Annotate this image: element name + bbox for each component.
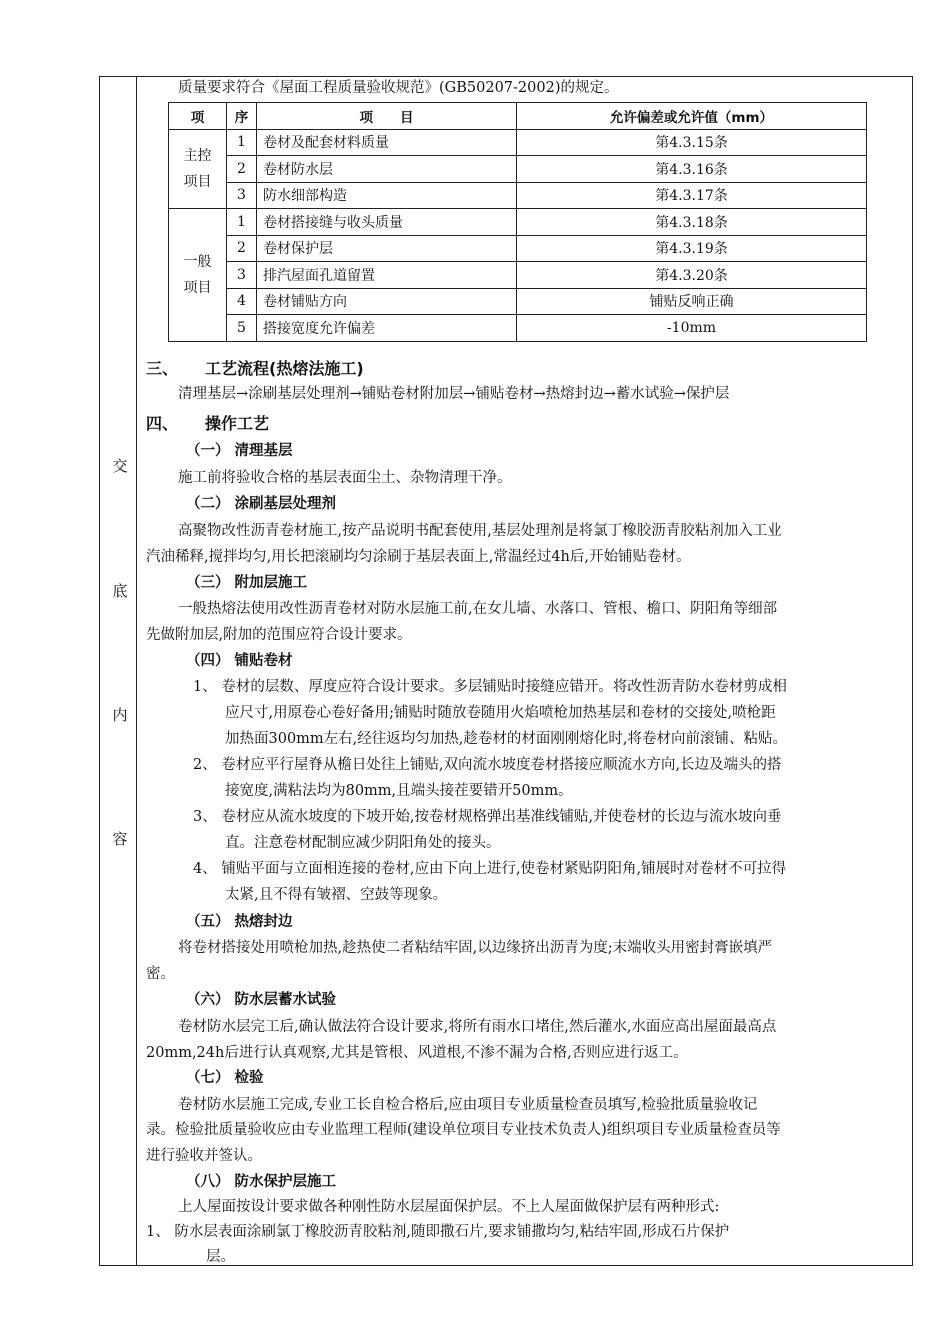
paragraph-line: 太紧,且不得有皱褶、空鼓等现象。 (225, 887, 448, 903)
paragraph-line: 卷材防水层完工后,确认做法符合设计要求,将所有雨水口堵住,然后灌水,水面应高出屋面最高点 (178, 1019, 777, 1035)
paragraph-line: 上人屋面按设计要求做各种刚性防水层屋面保护层。不上人屋面做保护层有两种形式: (178, 1199, 720, 1215)
table-row (169, 156, 867, 183)
group-label-line: 项目 (183, 173, 212, 190)
section-4-number: 四、 (146, 414, 179, 433)
paragraph-line: 4、 铺贴平面与立面相连接的卷材,应由下向上进行,使卷材紧贴阴阳角,铺展时对卷材不可拉得 (193, 861, 787, 877)
process-flow: 清理基层→涂刷基层处理剂→铺贴卷材附加层→铺贴卷材→热熔封边→蓄水试验→保护层 (178, 386, 730, 402)
row-item: 卷材搭接缝与收头质量 (257, 209, 517, 236)
group-label-line: 一般 (183, 253, 212, 270)
row-value: 第4.3.16条 (517, 156, 867, 183)
side-label-char: 内 (112, 706, 128, 724)
subsection-heading: （六） 防水层蓄水试验 (186, 992, 337, 1008)
subsection-heading: （一） 清理基层 (186, 443, 293, 459)
paragraph-line: 录。检验批质量验收应由专业监理工程师(建设单位项目专业技术负责人)组织项目专业质量检查员等 (146, 1122, 781, 1138)
header-number: 序 (227, 103, 257, 130)
row-item: 搭接宽度允许偏差 (257, 315, 517, 342)
table-row (169, 262, 867, 289)
paragraph-line: 汽油稀释,搅拌均匀,用长把滚刷均匀涂刷于基层表面上,常温经过4h后,开始铺贴卷材。 (146, 549, 691, 565)
paragraph-line: 先做附加层,附加的范围应符合设计要求。 (146, 627, 412, 643)
row-value: 第4.3.15条 (517, 129, 867, 156)
subsection-heading: （七） 检验 (186, 1070, 264, 1086)
header-category: 项 (169, 103, 227, 130)
row-item: 卷材保护层 (257, 235, 517, 262)
row-item: 卷材及配套材料质量 (257, 129, 517, 156)
header-tolerance: 允许偏差或允许值（mm） (517, 103, 867, 130)
paragraph-line: 应尺寸,用原卷心卷好备用;铺贴时随放卷随用火焰喷枪加热基层和卷材的交接处,喷枪距 (225, 705, 776, 721)
paragraph-line: 3、 卷材应从流水坡度的下坡开始,按卷材规格弹出基准线铺贴,并使卷材的长边与流水坡向垂 (193, 809, 782, 825)
row-number: 3 (227, 262, 257, 289)
subsection-heading: （八） 防水保护层施工 (186, 1174, 337, 1190)
paragraph-line: 20mm,24h后进行认真观察,尤其是管根、风道根,不渗不漏为合格,否则应进行返工。 (146, 1045, 688, 1061)
subsection-heading: （二） 涂刷基层处理剂 (186, 496, 337, 512)
paragraph-line: 高聚物改性沥青卷材施工,按产品说明书配套使用,基层处理剂是将氯丁橡胶沥青胶粘剂加入工业 (178, 523, 782, 539)
section-4-title: 操作工艺 (205, 414, 270, 433)
row-item: 卷材铺贴方向 (257, 288, 517, 315)
row-number: 1 (227, 209, 257, 236)
paragraph-line: 施工前将验收合格的基层表面尘土、杂物清理干净。 (178, 470, 512, 486)
row-value: 第4.3.20条 (517, 262, 867, 289)
table-row (169, 209, 867, 236)
row-number: 5 (227, 315, 257, 342)
row-value: -10mm (517, 315, 867, 342)
paragraph-line: 进行验收并签认。 (146, 1148, 262, 1164)
row-value: 第4.3.18条 (517, 209, 867, 236)
subsection-heading: （三） 附加层施工 (186, 575, 308, 591)
table-row (169, 182, 867, 209)
section-3-title: 工艺流程(热熔法施工) (205, 359, 364, 378)
subsection-heading: （四） 铺贴卷材 (186, 653, 293, 669)
table-row (169, 315, 867, 342)
row-item: 卷材防水层 (257, 156, 517, 183)
paragraph-line: 直。注意卷材配制应减少阴阳角处的接头。 (225, 835, 501, 851)
row-number: 3 (227, 182, 257, 209)
row-number: 4 (227, 288, 257, 315)
paragraph-line: 密。 (146, 966, 175, 982)
side-label-char: 容 (112, 830, 128, 848)
group-label-main (169, 129, 227, 209)
table-row (169, 129, 867, 156)
side-label-char: 底 (112, 582, 128, 600)
paragraph-line: 2、 卷材应平行屋脊从檐日处往上铺贴,双向流水坡度卷材搭接应顺流水方向,长边及端头的搭 (193, 757, 782, 773)
table-row (169, 288, 867, 315)
group-label-line: 项目 (183, 279, 212, 296)
row-item: 排汽屋面孔道留置 (257, 262, 517, 289)
group-label-general (169, 209, 227, 342)
paragraph-line: 1、 防水层表面涂刷氯丁橡胶沥青胶粘剂,随即撒石片,要求铺撒均匀,粘结牢固,形成石片保护 (146, 1224, 730, 1240)
paragraph-line: 接宽度,满粘法均为80mm,且端头接茬要错开50mm。 (225, 783, 573, 799)
subsection-heading: （五） 热熔封边 (186, 914, 293, 930)
paragraph-line: 一般热熔法使用改性沥青卷材对防水层施工前,在女儿墙、水落口、管根、檐口、阴阳角等细部 (178, 601, 778, 617)
row-number: 2 (227, 235, 257, 262)
section-3-number: 三、 (146, 359, 179, 378)
paragraph-line: 将卷材搭接处用喷枪加热,趁热使二者粘结牢固,以边缘挤出沥青为度;末端收头用密封膏嵌填严 (178, 940, 773, 956)
paragraph-line: 加热面300mm左右,经往返均匀加热,趁卷材的材面刚刚熔化时,将卷材向前滚铺、粘贴。 (225, 731, 787, 747)
header-item: 项 目 (257, 103, 517, 130)
paragraph-line: 层。 (206, 1249, 235, 1265)
row-item: 防水细部构造 (257, 182, 517, 209)
side-column-divider (136, 76, 137, 1266)
row-value: 铺贴反响正确 (517, 288, 867, 315)
row-value: 第4.3.17条 (517, 182, 867, 209)
row-number: 1 (227, 129, 257, 156)
table-row (169, 235, 867, 262)
intro-text: 质量要求符合《屋面工程质量验收规范》(GB50207-2002)的规定。 (178, 80, 619, 96)
quality-standard-table (168, 102, 867, 342)
paragraph-line: 卷材防水层施工完成,专业工长自检合格后,应由项目专业质量检查员填写,检验批质量验收记 (178, 1097, 758, 1113)
row-number: 2 (227, 156, 257, 183)
group-label-line: 主控 (183, 147, 212, 164)
paragraph-line: 1、 卷材的层数、厚度应符合设计要求。多层铺贴时接缝应错开。将改性沥青防水卷材剪成相 (193, 679, 787, 695)
side-label-char: 交 (112, 457, 128, 475)
row-value: 第4.3.19条 (517, 235, 867, 262)
table-header-row (169, 103, 867, 130)
